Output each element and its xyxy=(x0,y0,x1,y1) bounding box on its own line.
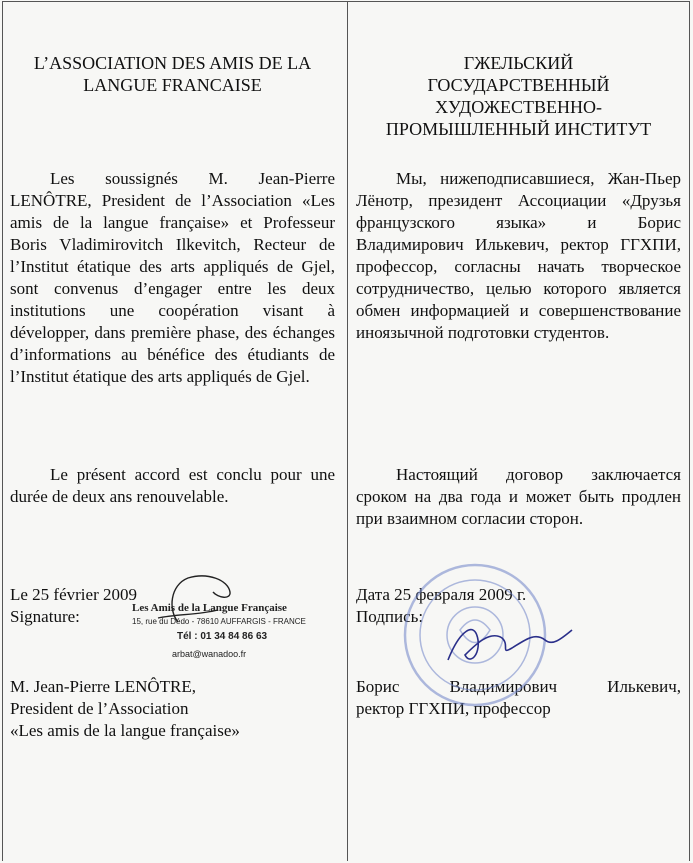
french-heading-line: L’ASSOCIATION DES AMIS DE LA xyxy=(33,53,312,73)
french-signer-org: «Les amis de la langue française» xyxy=(10,721,240,740)
russian-heading-line: ГОСУДАРСТВЕННЫЙ xyxy=(427,75,610,95)
frame-left-rule xyxy=(2,1,3,861)
russian-column xyxy=(356,0,681,863)
stamp-phone: Tél : 01 34 84 86 63 xyxy=(177,631,268,642)
french-signature-label: Signature: xyxy=(10,607,80,626)
french-heading-line: LANGUE FRANCAISE xyxy=(83,75,262,95)
french-column xyxy=(10,0,335,863)
french-signer-title: President de l’Association xyxy=(10,699,189,718)
russian-paragraph-2: Настоящий договор заключается сроком на два года и может быть продлен при взаимном согласии сторон. xyxy=(356,465,681,528)
russian-date: Дата 25 февраля 2009 г. xyxy=(356,585,527,604)
russian-signature-label: Подпись: xyxy=(356,607,424,626)
column-divider xyxy=(347,1,348,861)
frame-right-rule xyxy=(689,1,690,861)
french-heading xyxy=(10,52,335,96)
russian-signer-title: ректор ГГХПИ, профессор xyxy=(356,699,551,718)
russian-paragraph-1: Мы, нижеподписавшиеся, Жан-Пьер Лёнотр, президент Ассоциации «Друзья французского языка» и Борис Владимирович Илькевич, ректор ГГХПИ, профессор, согласны начать творческое сотрудничество, целью которого является обмен информацией и совершенствование иноязычной подготовки студентов. xyxy=(356,169,681,342)
stamp-name: Les Amis de la Langue Française xyxy=(132,602,287,614)
french-paragraph-2: Le présent accord est conclu pour une durée de deux ans renouvelable. xyxy=(10,465,335,506)
stamp-email: arbat@wanadoo.fr xyxy=(172,649,247,659)
russian-heading xyxy=(356,52,681,140)
russian-heading-line: ГЖЕЛЬСКИЙ xyxy=(463,53,574,73)
russian-signer-name: Борис Владимирович Илькевич, xyxy=(356,677,681,696)
stamp-address: 15, rue du Dédo - 78610 AUFFARGIS - FRANCE xyxy=(132,617,306,626)
french-date: Le 25 février 2009 xyxy=(10,585,137,604)
association-stamp xyxy=(132,600,322,670)
french-signer-name: M. Jean-Pierre LENÔTRE, xyxy=(10,677,197,696)
russian-heading-line: ПРОМЫШЛЕННЫЙ ИНСТИТУТ xyxy=(385,119,652,139)
russian-heading-line: ХУДОЖЕСТВЕННО- xyxy=(435,97,602,117)
russian-handwritten-signature xyxy=(440,610,580,670)
french-paragraph-1: Les soussignés M. Jean-Pierre LENÔTRE, President de l’Association «Les amis de la langue française» et Professeur Boris Vladimirovitch Ilkevitch, Recteur de l’Institut étatique des arts appliqués de Gjel, sont convenus d’engager entre les deux institutions une coopération visant à développer, dans première phase, des échanges d’informations au bénéfice des étudiants de l’Institut étatique des arts appliqués de Gjel. xyxy=(10,169,335,386)
